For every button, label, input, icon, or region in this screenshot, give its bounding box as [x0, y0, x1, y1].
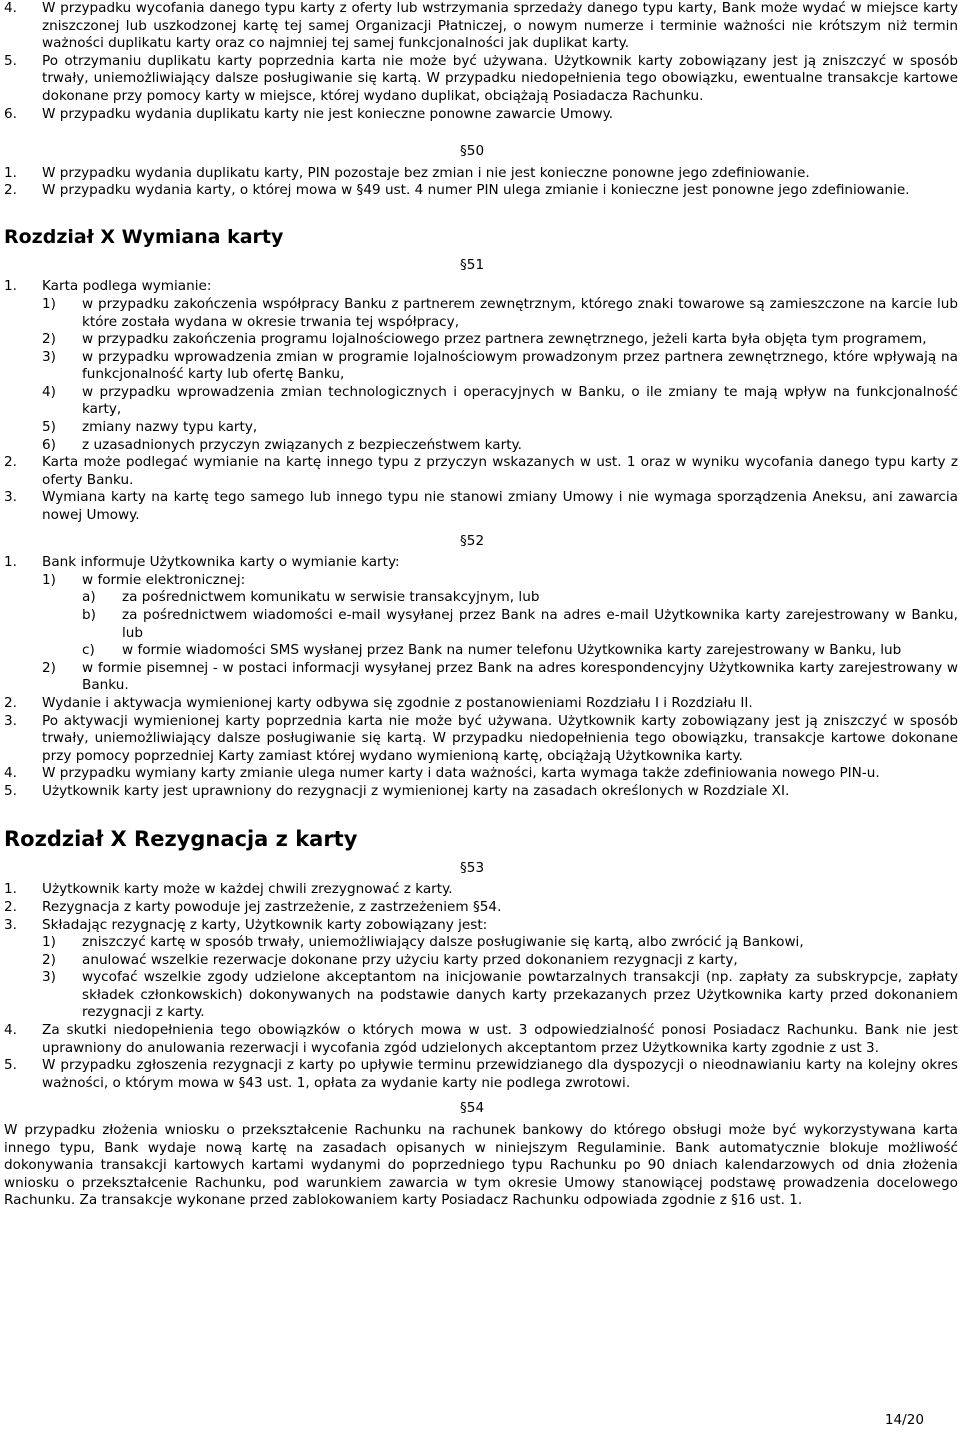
sub-text: zniszczyć kartę w sposób trwały, uniemożliwiający dalsze posługiwanie się kartą, albo zwrócić ją Bankowi,	[82, 934, 804, 951]
sub-item	[42, 952, 958, 970]
list-item	[4, 454, 958, 489]
sub-text: zmiany nazwy typu karty,	[82, 419, 258, 436]
sub-text: w przypadku zakończenia programu lojalnościowego przez partnera zewnętrznego, jeżeli karta była objęta tym programem,	[82, 331, 927, 348]
chapter-heading-rezygnacja: Rozdział X Rezygnacja z karty	[4, 826, 358, 851]
paragraph-mark-51: §51	[460, 256, 485, 273]
sub-item	[42, 419, 958, 437]
subsub-letter: a)	[82, 589, 96, 606]
sub-number: 5)	[42, 419, 56, 436]
item-text: W przypadku wymiany karty zmianie ulega numer karty i data ważności, karta wymaga także zdefiniowania nowego PIN-u.	[42, 765, 880, 782]
list-section-top	[4, 0, 958, 123]
sub-list	[42, 572, 958, 590]
page-number: 14/20	[884, 1412, 924, 1428]
sub-list	[42, 660, 958, 695]
list-item	[4, 881, 958, 899]
list-item	[4, 0, 958, 53]
item-number: 3.	[4, 489, 17, 506]
subsub-item	[82, 642, 958, 660]
sub-list	[42, 934, 958, 1022]
item-text: Za skutki niedopełnienia tego obowiązków o których mowa w ust. 3 odpowiedzialność ponosi Posiadacz Rachunku. Bank nie jest uprawniony do anulowania rezerwacji i wycofania zgód udzielonych akceptantom przez Użytkownika karty zgodnie z ust 3.	[42, 1022, 958, 1056]
item-number: 5.	[4, 782, 17, 799]
list-item	[4, 783, 958, 801]
sub-text: w przypadku wprowadzenia zmian w programie lojalnościowym prowadzonym przez partnera zewnętrznego, które wpływają na funkcjonalność karty lub ofertę Banku,	[82, 348, 958, 383]
item-number: 6.	[4, 105, 17, 122]
list-item	[4, 713, 958, 766]
list-item	[4, 554, 958, 572]
item-text: W przypadku wycofania danego typu karty z oferty lub wstrzymania sprzedaży danego typu karty, Bank może wydać w miejsce karty zniszczonej lub uszkodzonej kartę tej samej Organizacji Płatniczej, o nowym numerze i terminie ważności nie krótszym niż termin ważności duplikatu karty oraz co najmniej tej samej funkcjonalności jak duplikat karty.	[42, 0, 958, 52]
list-item	[4, 695, 958, 713]
item-text: Użytkownik karty może w każdej chwili zrezygnować z karty.	[42, 881, 453, 898]
item-number: 1.	[4, 881, 17, 898]
list-item	[4, 53, 958, 106]
item-number: 1.	[4, 278, 17, 295]
item-number: 4.	[4, 0, 17, 16]
item-text: W przypadku zgłoszenia rezygnacji z karty po upływie terminu przewidzianego dla dyspozycji o nieodnawianiu karty na kolejny okres ważności, o którym mowa w §43 ust. 1, opłata za wydanie karty nie podlega zwrotowi.	[42, 1057, 958, 1091]
sub-number: 1)	[42, 934, 56, 951]
subsub-item	[82, 607, 958, 642]
list-item	[4, 1022, 958, 1057]
item-text: Rezygnacja z karty powoduje jej zastrzeżenie, z zastrzeżeniem §54.	[42, 898, 502, 915]
sub-item	[42, 572, 958, 590]
subsub-letter: b)	[82, 607, 96, 624]
sub-item	[42, 331, 958, 349]
subsub-item	[82, 589, 958, 607]
item-text: W przypadku wydania duplikatu karty, PIN pozostaje bez zmian i nie jest konieczne ponowne jego zdefiniowanie.	[42, 164, 810, 181]
item-text: Wydanie i aktywacja wymienionej karty odbywa się zgodnie z postanowieniami Rozdziału I i Rozdziału II.	[42, 694, 753, 711]
sub-text: w formie pisemnej - w postaci informacji wysyłanej przez Bank na adres korespondencyjny Użytkownika karty zarejestrowany w Banku.	[82, 659, 958, 694]
list-item	[4, 182, 958, 200]
sub-number: 2)	[42, 659, 56, 676]
sub-item	[42, 660, 958, 695]
sub-number: 2)	[42, 331, 56, 348]
item-number: 5.	[4, 52, 17, 69]
sub-list	[42, 296, 958, 454]
item-text: W przypadku wydania karty, o której mowa w §49 ust. 4 numer PIN ulega zmianie i konieczne jest ponowne jego zdefiniowanie.	[42, 182, 910, 199]
sub-text: w przypadku wprowadzenia zmian technologicznych i operacyjnych w Banku, o ile zmiany te mają wpływ na funkcjonalność karty,	[82, 383, 958, 418]
item-number: 1.	[4, 554, 17, 571]
list-item	[4, 106, 958, 124]
sub-number: 3)	[42, 969, 56, 986]
sub-item	[42, 969, 958, 1022]
item-number: 3.	[4, 916, 17, 933]
item-number: 1.	[4, 164, 17, 181]
list-item	[4, 165, 958, 183]
item-text: Karta może podlegać wymianie na kartę innego typu z przyczyn wskazanych w ust. 1 oraz w wyniku wycofania danego typu karty z oferty Banku.	[42, 454, 958, 488]
sub-number: 6)	[42, 436, 56, 453]
item-text: Użytkownik karty jest uprawniony do rezygnacji z wymienionej karty na zasadach określonych w Rozdziale XI.	[42, 782, 790, 799]
sub-item	[42, 384, 958, 419]
item-text: Składając rezygnację z karty, Użytkownik karty zobowiązany jest:	[42, 916, 488, 933]
item-number: 2.	[4, 694, 17, 711]
sub-item	[42, 437, 958, 455]
item-number: 2.	[4, 454, 17, 471]
chapter-heading-wymiana: Rozdział X Wymiana karty	[4, 225, 284, 248]
sub-text: z uzasadnionych przyczyn związanych z bezpieczeństwem karty.	[82, 436, 522, 453]
list-item	[4, 899, 958, 917]
paragraph-mark-54: §54	[460, 1100, 485, 1117]
subsub-list	[82, 589, 958, 659]
sub-number: 3)	[42, 348, 56, 365]
sub-text: w przypadku zakończenia współpracy Banku z partnerem zewnętrznym, którego znaki towarowe są zamieszczone na karcie lub które została wydana w okresie trwania tej współpracy,	[82, 295, 958, 330]
item-text: W przypadku wydania duplikatu karty nie jest konieczne ponowne zawarcie Umowy.	[42, 105, 614, 122]
subsub-text: w formie wiadomości SMS wysłanej przez Bank na numer telefonu Użytkownika karty zarejestrowany w Banku, lub	[122, 642, 902, 659]
item-text: Karta podlega wymianie:	[42, 278, 212, 295]
paragraph-mark-50: §50	[460, 143, 485, 160]
subsub-text: za pośrednictwem komunikatu w serwisie transakcyjnym, lub	[122, 589, 540, 606]
list-item	[4, 1057, 958, 1092]
item-text: Po aktywacji wymienionej karty poprzednia karta nie może być używana. Użytkownik karty zobowiązany jest ją zniszczyć w sposób trwały, uniemożliwiający dalsze posługiwanie się kartą. W przypadku niedopełnienia tego obowiązku, transakcje kartowe dokonane przy pomocy poprzedniej Karty zamiast której wydano wymienioną kartę, obciążają Użytkownika karty.	[42, 712, 958, 764]
item-text: Wymiana karty na kartę tego samego lub innego typu nie stanowi zmiany Umowy i nie wymaga sporządzenia Aneksu, ani zawarcia nowej Umowy.	[42, 489, 958, 524]
paragraph-54-text: W przypadku złożenia wniosku o przekształcenie Rachunku na rachunek bankowy do którego obsługi może być wykorzystywana karta innego typu, Bank wydaje nową kartę na zasadach opisanych w niniejszym Regulaminie. Bank automatycznie blokuje możliwość dokonywania transakcji kartowych kartami wydanymi do poprzedniego typu Rachunku po 90 dniach kalendarzowych od dnia złożenia wniosku o przekształcenie Rachunku, pod warunkiem zawarcia w tym okresie Umowy stanowiącej podstawę prowadzenia docelowego Rachunku. Za transakcje wykonane przed zablokowaniem karty Posiadacz Rachunku odpowiada zgodnie z §16 ust. 1.	[4, 1122, 958, 1209]
item-number: 5.	[4, 1057, 17, 1074]
sub-number: 2)	[42, 951, 56, 968]
item-number: 3.	[4, 712, 17, 729]
subsub-text: za pośrednictwem wiadomości e-mail wysyłanej przez Bank na adres e-mail Użytkownika karty zarejestrowany w Banku, lub	[122, 607, 958, 641]
sub-number: 1)	[42, 295, 56, 312]
sub-number: 4)	[42, 383, 56, 400]
item-number: 2.	[4, 898, 17, 915]
list-item	[4, 489, 958, 524]
sub-item	[42, 349, 958, 384]
sub-text: wycofać wszelkie zgody udzielone akceptantom na inicjowanie powtarzalnych transakcji (np. zapłaty za subskrypcje, zapłaty składek członkowskich) dokonywanych na podstawie danych karty przekazanych przez Użytkownika karty przed dokonaniem rezygnacji z karty.	[82, 969, 958, 1021]
item-text: Po otrzymaniu duplikatu karty poprzednia karta nie może być używana. Użytkownik karty zobowiązany jest ją zniszczyć w sposób trwały, uniemożliwiający dalsze posługiwanie się kartą. W przypadku niedopełnienia tego obowiązku, ewentualne transakcje kartowe dokonane przy pomocy karty w miejsce, której wydano duplikat, obciążają Posiadacza Rachunku.	[42, 52, 958, 104]
list-item	[4, 765, 958, 783]
sub-number: 1)	[42, 571, 56, 588]
subsub-letter: c)	[82, 642, 95, 659]
item-number: 2.	[4, 182, 17, 199]
paragraph-mark-52: §52	[460, 532, 485, 549]
document-body	[4, 0, 958, 1210]
sub-item	[42, 296, 958, 331]
list-item	[4, 917, 958, 935]
item-text: Bank informuje Użytkownika karty o wymianie karty:	[42, 554, 400, 571]
sub-item	[42, 934, 958, 952]
item-number: 4.	[4, 765, 17, 782]
item-number: 4.	[4, 1022, 17, 1039]
sub-text: anulować wszelkie rezerwacje dokonane przy użyciu karty przed dokonaniem rezygnacji z karty,	[82, 951, 738, 968]
list-item	[4, 278, 958, 296]
paragraph-mark-53: §53	[460, 859, 485, 876]
sub-text: w formie elektronicznej:	[82, 571, 246, 588]
